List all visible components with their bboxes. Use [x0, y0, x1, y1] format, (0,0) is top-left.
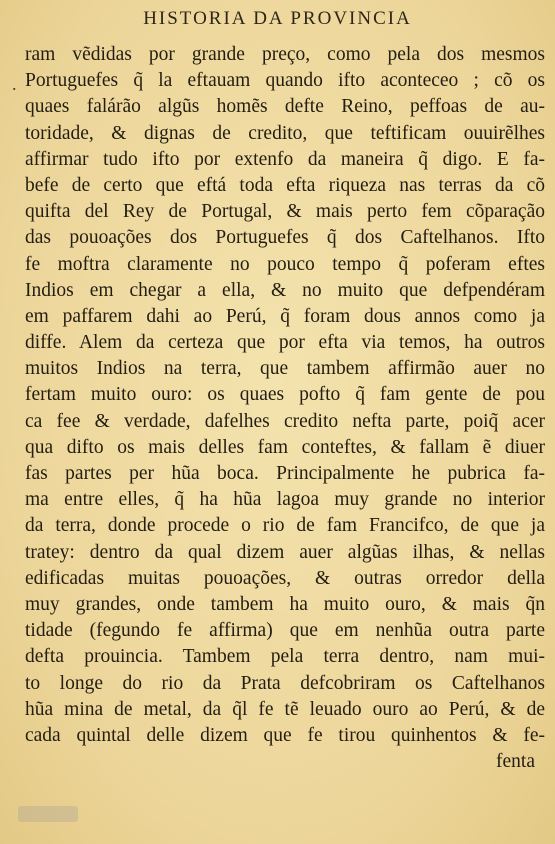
text-line: Indios em chegar a ella, & no muito que defpendéram	[25, 279, 545, 301]
text-line: defta prouincia. Tambem pela terra dentro, nam mui-	[25, 646, 545, 668]
text-line: tratey: dentro da qual dizem auer algũas ilhas, & nellas	[25, 541, 545, 563]
catchword: fenta	[496, 751, 535, 773]
text-line: affirmar tudo ifto por extenfo da maneira q̃ digo. E fa-	[25, 148, 545, 170]
text-line: ma entre elles, q̃ ha hũa lagoa muy grande no interior	[25, 489, 545, 511]
page-text	[25, 42, 545, 775]
margin-mark: .	[12, 74, 17, 94]
text-line: tidade (fegundo fe affirma) que em nenhũa outra parte	[25, 620, 545, 642]
text-line: diffe. Alem da certeza que por efta via temos, ha outros	[25, 332, 545, 354]
text-line: toridade, & dignas de credito, que teftificam ouuirẽlhes	[25, 122, 545, 144]
text-line: quaes falárão algũs homẽs defte Reino, peffoas de au-	[25, 96, 545, 118]
text-line: muitos Indios na terra, que tambem affirmão auer no	[25, 358, 545, 380]
text-line: quifta del Rey de Portugal, & mais perto fem cõparação	[25, 201, 545, 223]
text-line: das pouoações dos Portuguefes q̃ dos Caftelhanos. Ifto	[25, 227, 545, 249]
text-line: qua difto os mais delles fam conteftes, & fallam ẽ diuer	[25, 436, 545, 458]
text-line: edificadas muitas pouoações, & outras orredor della	[25, 567, 545, 589]
text-line: muy grandes, onde tambem ha muito ouro, & mais q̃n	[25, 593, 545, 615]
text-line: da terra, donde procede o rio de fam Francifco, de que ja	[25, 515, 545, 537]
text-line: em paffarem dahi ao Perú, q̃ foram dous annos como ja	[25, 305, 545, 327]
text-line: Portuguefes q̃ la eftauam quando ifto aconteceo ; cõ os	[25, 70, 545, 92]
text-line: cada quintal delle dizem que fe tirou quinhentos & fe-	[25, 724, 545, 746]
text-line: fe moftra claramente no pouco tempo q̃ poferam eftes	[25, 253, 545, 275]
text-line: fertam muito ouro: os quaes pofto q̃ fam gente de pou	[25, 384, 545, 406]
text-line: ca fee & verdade, dafelhes credito nefta parte, poiq̃ acer	[25, 410, 545, 432]
text-line: hũa mina de metal, da q̃l fe tẽ leuado ouro ao Perú, & de	[25, 698, 545, 720]
text-line: to longe do rio da Prata defcobriram os Caftelhanos	[25, 672, 545, 694]
text-line: befe de certo que eftá toda efta riqueza nas terras da cõ	[25, 174, 545, 196]
text-line: fas partes per hũa boca. Principalmente he pubrica fa-	[25, 463, 545, 484]
text-line: ram vẽdidas por grande preço, como pela dos mesmos	[25, 44, 545, 65]
running-header: HISTORIA DA PROVINCIA	[143, 8, 412, 29]
ink-smudge	[18, 806, 78, 822]
